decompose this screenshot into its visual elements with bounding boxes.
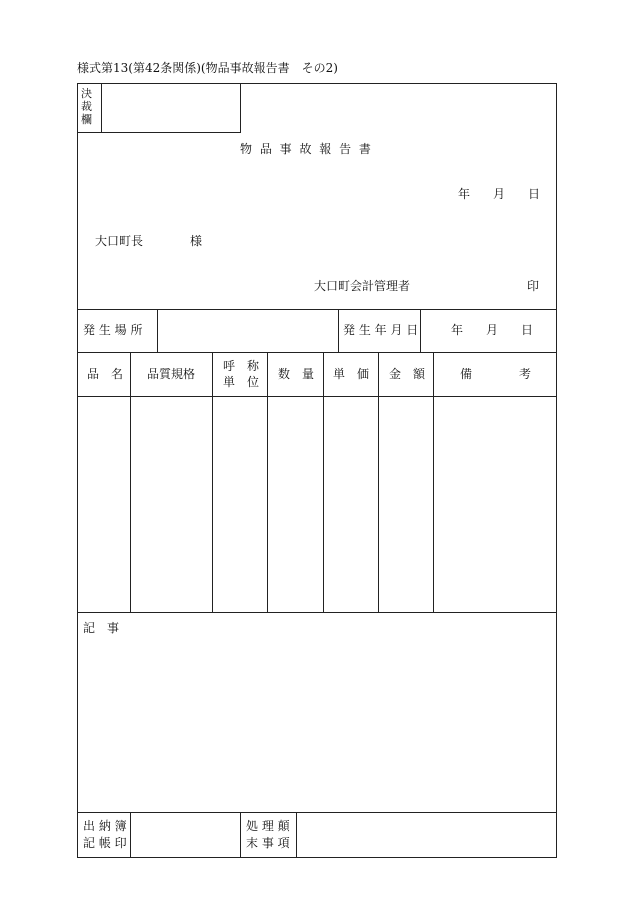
header-quantity: 数 量: [278, 367, 315, 381]
notes-label: 記 事: [83, 621, 120, 635]
sender: 大口町会計管理者: [314, 279, 411, 293]
divider-line: [77, 352, 557, 353]
occurrence-month: 月: [486, 323, 499, 337]
item-amount-field[interactable]: [379, 397, 433, 611]
header-spec: 品質規格: [147, 367, 196, 381]
report-title: 物 品 事 故 報 告 書: [240, 142, 373, 156]
ledger-label-1: 出 納 簿: [83, 819, 127, 833]
disposal-label-1: 処 理 顛: [246, 819, 290, 833]
item-remarks-field[interactable]: [434, 397, 556, 611]
header-item-name: 品 名: [87, 367, 124, 381]
header-unit-line2: 単 位: [223, 375, 260, 389]
date-month-label: 月: [493, 187, 506, 201]
divider-line: [240, 812, 241, 858]
header-unit-price: 単 価: [333, 367, 370, 381]
addressee: 大口町長: [95, 234, 144, 248]
divider-line: [338, 309, 339, 352]
item-spec-field[interactable]: [131, 397, 212, 611]
divider-line: [77, 612, 557, 613]
ledger-stamp-field[interactable]: [131, 813, 240, 857]
occurrence-year: 年: [451, 323, 464, 337]
occurrence-date-field[interactable]: [421, 310, 556, 351]
form-title: 様式第13(第42条関係)(物品事故報告書 その2): [77, 61, 338, 75]
disposal-label-2: 末 事 項: [246, 836, 290, 850]
header-remarks-2: 考: [519, 367, 532, 381]
addressee-suffix: 様: [190, 234, 203, 248]
occurrence-day: 日: [521, 323, 534, 337]
occurrence-date-label: 発 生 年 月 日: [343, 323, 419, 337]
item-quantity-field[interactable]: [268, 397, 323, 611]
header-unit-line1: 呼 称: [223, 359, 260, 373]
approval-stamp-area[interactable]: [102, 84, 240, 132]
notes-field[interactable]: [78, 640, 556, 811]
item-unit-field[interactable]: [213, 397, 267, 611]
date-year-label: 年: [458, 187, 471, 201]
item-unit-price-field[interactable]: [324, 397, 378, 611]
header-remarks-1: 備: [460, 367, 473, 381]
occurrence-place-field[interactable]: [158, 310, 337, 351]
ledger-label-2: 記 帳 印: [83, 836, 127, 850]
item-name-field[interactable]: [78, 397, 130, 611]
occurrence-place-label: 発 生 場 所: [83, 323, 143, 337]
header-amount: 金 額: [389, 367, 426, 381]
date-day-label: 日: [528, 187, 541, 201]
seal-mark: 印: [527, 279, 540, 293]
disposal-field[interactable]: [297, 813, 556, 857]
approval-label: 決裁欄: [81, 87, 92, 126]
